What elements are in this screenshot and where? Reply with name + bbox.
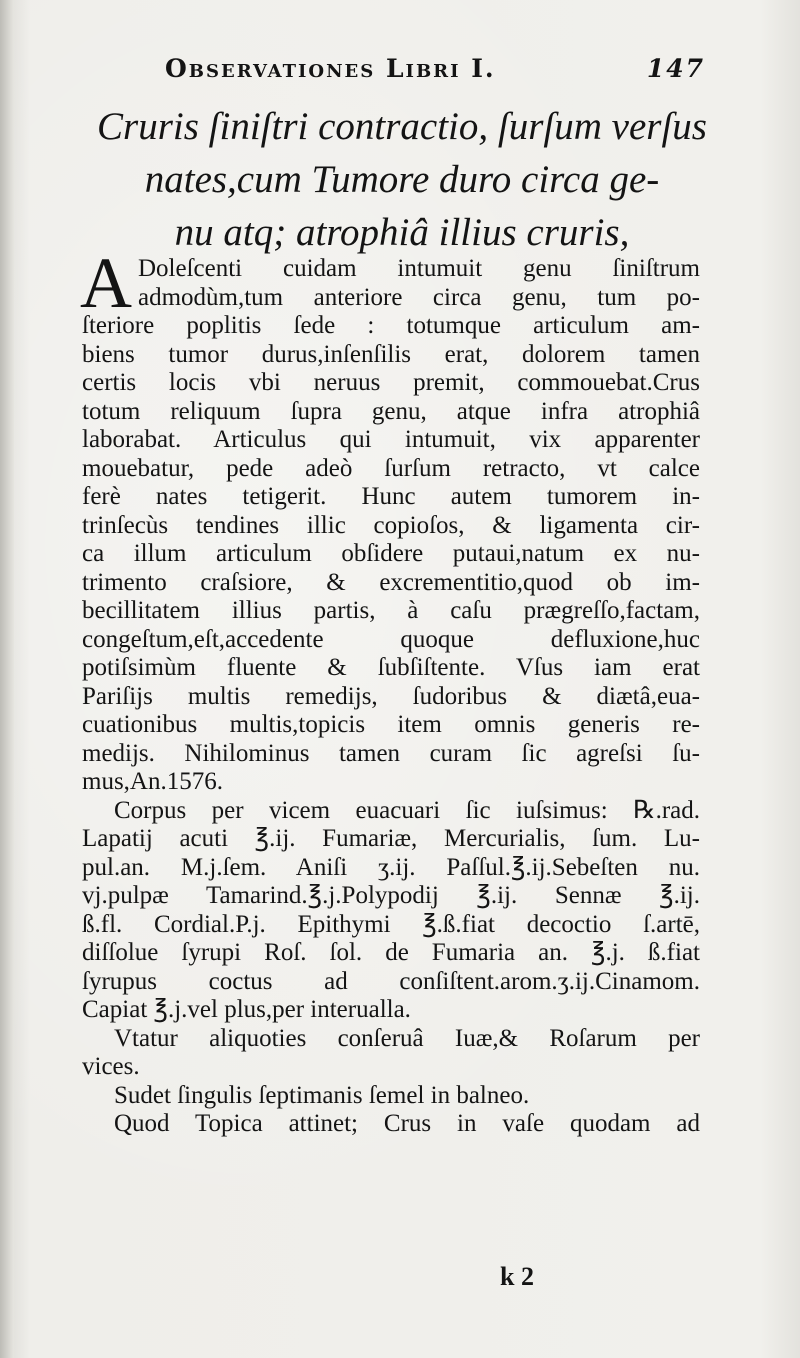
text-line: admodùm,tum anteriore circa genu, tum po- <box>138 283 700 311</box>
text-line: Doleſcenti cuidam intumuit genu ſiniſtrum <box>138 255 700 282</box>
chapter-title <box>82 100 722 259</box>
text-line: Capiat ℥.j.vel plus,per interualla. <box>82 996 411 1023</box>
text-line: trimento craſsiore, & excrementitio,quod ob im- <box>82 568 700 596</box>
drop-cap: A <box>80 243 132 323</box>
text-line: Sudet ſingulis ſeptimanis ſemel in balneo. <box>114 1081 530 1109</box>
text-line: cuationibus multis,topicis item omnis generis re- <box>82 711 700 738</box>
text-line: ferè nates tetigerit. Hunc autem tumorem in- <box>82 483 700 510</box>
text-line: Pariſijs multis remedijs, ſudoribus & diætâ,eua- <box>82 682 700 710</box>
text-line: vj.pulpæ Tamarind.℥.j.Polypodij ℥.ij. Sennæ ℥.ij. <box>82 882 700 909</box>
page-number: 147 <box>646 54 705 83</box>
text-line: ca illum articulum obſidere putaui,natum ex nu- <box>82 540 700 567</box>
title-line: Cruris ſiniſtri contractio, ſurſum verſus <box>97 105 707 148</box>
text-line: congeſtum,eſt,accedente quoque defluxione,huc <box>82 625 700 653</box>
text-line: ſteriore poplitis ſede : totumque articulum am- <box>82 312 700 339</box>
text-line: becillitatem illius partis, à caſu prægreſſo,factam, <box>82 597 700 624</box>
text-line: Lapatij acuti ℥.ij. Fumariæ, Mercurialis, ſum. Lu- <box>82 825 700 852</box>
text-line: Quod Topica attinet; Crus in vaſe quodam ad <box>114 1110 700 1137</box>
text-line: certis locis vbi neruus premit, commouebat.Crus <box>82 369 700 396</box>
text-line: vices. <box>82 1053 140 1080</box>
text-line: ß.fl. Cordial.P.j. Epithymi ℥.ß.fiat decoctio ſ.artē, <box>82 910 700 938</box>
title-line: nates,cum Tumore duro circa ge- <box>144 158 660 201</box>
signature-mark <box>500 1262 590 1296</box>
text-line: mouebatur, pede adeò ſurſum retracto, vt calce <box>82 454 700 482</box>
text-line: Vtatur aliquoties conſeruâ Iuæ,& Roſarum per <box>114 1024 700 1052</box>
text-line: pul.an. M.j.ſem. Aniſi ʒ.ij. Paſſul.℥.ij.Sebeſten nu. <box>82 853 700 881</box>
text-line: mus,An.1576. <box>82 768 223 795</box>
text-line: ſyrupus coctus ad conſiſtent.arom.ʒ.ij.Cinamom. <box>82 967 700 995</box>
text-line: trinſecùs tendines illic copioſos, & ligamenta cir- <box>82 511 700 539</box>
first-paragraph-start <box>80 243 700 323</box>
signature-text: k 2 <box>500 1262 534 1291</box>
body-text <box>80 243 700 1139</box>
text-line: diſſolue ſyrupi Roſ. ſol. de Fumaria an. ℥.j. ß.fiat <box>82 939 700 966</box>
text-line: Corpus per vicem euacuari ſic iuſsimus: ℞.rad. <box>114 796 700 824</box>
text-line: totum reliquum ſupra genu, atque infra atrophiâ <box>82 397 700 425</box>
text-line: biens tumor durus,inſenſilis erat, dolorem tamen <box>82 340 700 368</box>
text-line: laborabat. Articulus qui intumuit, vix apparenter <box>82 426 700 453</box>
title-line: nu atq; atrophiâ illius cruris, <box>174 211 630 254</box>
text-line: medijs. Nihilominus tamen curam ſic agreſsi ſu- <box>82 739 700 767</box>
running-head: Observationes Libri I. <box>165 54 496 83</box>
text-line: potiſsimùm fluente & ſubſiſtente. Vſus iam erat <box>82 654 700 681</box>
page-edge <box>0 0 14 1358</box>
page-header <box>165 54 705 90</box>
